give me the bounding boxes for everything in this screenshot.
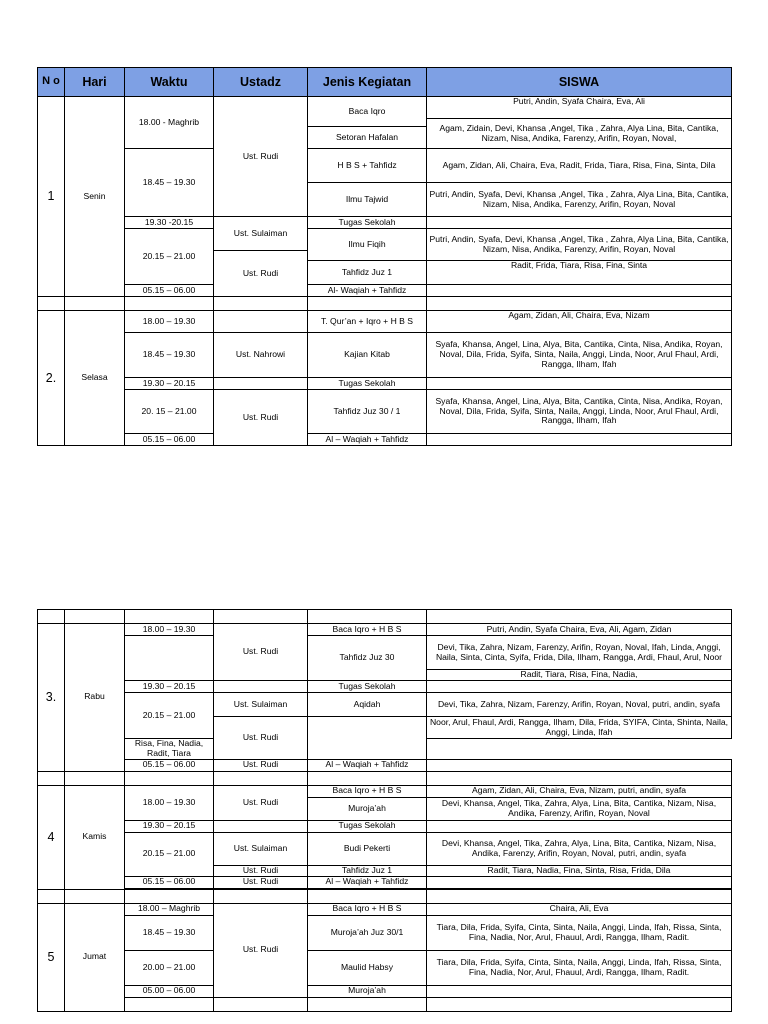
empty-cell <box>214 820 308 832</box>
activity-cell: Al – Waqiah + Tahfidz <box>308 759 427 771</box>
header-hari: Hari <box>65 68 125 97</box>
activity-cell: Aqidah <box>308 693 427 717</box>
empty-cell <box>427 217 732 229</box>
time-cell: 05.15 – 06.00 <box>125 285 214 297</box>
header-ustadz: Ustadz <box>214 68 308 97</box>
activity-cell: Tahfidz Juz 1 <box>308 261 427 285</box>
time-cell: 19.30 – 20.15 <box>125 378 214 390</box>
students-cell: Radit, Tiara, Nadia, Fina, Sinta, Risa, Frida, Dila <box>427 865 732 876</box>
spacer-row <box>38 771 732 785</box>
activity-cell: Budi Pekerti <box>308 832 427 865</box>
activity-cell: Baca Iqro + H B S <box>308 903 427 915</box>
activity-cell: Muroja’ah Juz 30/1 <box>308 915 427 950</box>
empty-cell <box>427 820 732 832</box>
table-row <box>38 217 732 229</box>
table-row <box>38 950 732 985</box>
spacer-row <box>38 297 732 311</box>
table-row <box>38 229 732 251</box>
students-cell: Agam, Zidan, Ali, Chaira, Eva, Nizam <box>427 311 732 333</box>
time-cell: 18.00 - Maghrib <box>125 97 214 149</box>
students-cell: Agam, Zidan, Ali, Chaira, Eva, Nizam, putri, andin, syafa <box>427 785 732 797</box>
teacher-cell: Ust. Sulaiman <box>214 693 308 717</box>
students-cell: Noor, Arul, Fhaul, Ardi, Rangga, Ilham, Dila, Frida, SYIFA, Cinta, Shinta, Naila, Anggi, Linda, Ifah <box>427 717 732 739</box>
empty-cell <box>427 876 732 888</box>
day-name: Kamis <box>65 785 125 889</box>
table-row <box>38 820 732 832</box>
table-row <box>38 759 732 771</box>
day-name: Senin <box>65 97 125 297</box>
teacher-cell: Ust. Rudi <box>214 717 308 760</box>
empty-cell <box>427 285 732 297</box>
activity-cell: T. Qur’an + Iqro + H B S <box>308 311 427 333</box>
teacher-cell: Ust. Rudi <box>214 759 308 771</box>
students-cell: Radit, Frida, Tiara, Risa, Fina, Sinta <box>427 261 732 285</box>
activity-cell: Tugas Sekolah <box>308 217 427 229</box>
activity-cell: Tahfidz Juz 1 <box>308 865 427 876</box>
students-cell: Tiara, Dila, Frida, Syifa, Cinta, Sinta, Naila, Anggi, Linda, Ifah, Rissa, Sinta, Fina, Nadia, Nor, Arul, Fhauul, Ardi, Rangga, Ilham, Radit. <box>427 915 732 950</box>
table-row <box>38 378 732 390</box>
students-cell: Radit, Tiara, Risa, Fina, Nadia, <box>427 670 732 681</box>
time-cell: 20. 15 – 21.00 <box>125 390 214 434</box>
activity-cell: Al – Waqiah + Tahfidz <box>308 876 427 888</box>
activity-cell: Tahfidz Juz 30 / 1 <box>308 390 427 434</box>
header-siswa: SISWA <box>427 68 732 97</box>
table-row <box>38 903 732 915</box>
header-kegiatan: Jenis Kegiatan <box>308 68 427 97</box>
activity-cell: Tugas Sekolah <box>308 378 427 390</box>
students-cell: Devi, Tika, Zahra, Nizam, Farenzy, Arifin, Royan, Noval, Ifah, Linda, Anggi, Naila, Sinta, Cinta, Syifa, Frida, Dila, Ilham, Rangga, Ardi, Fhaul, Arul, Noor <box>427 636 732 670</box>
students-cell: Agam, Zidan, Ali, Chaira, Eva, Radit, Frida, Tiara, Risa, Fina, Sinta, Dila <box>427 149 732 183</box>
time-cell: 18.00 – 19.30 <box>125 311 214 333</box>
day-name: Jumat <box>65 903 125 1011</box>
spacer-row <box>38 610 732 624</box>
activity-cell: Al – Waqiah + Tahfidz <box>308 434 427 446</box>
table-row <box>38 636 732 670</box>
time-cell: 19.30 – 20.15 <box>125 820 214 832</box>
activity-cell: Tugas Sekolah <box>308 820 427 832</box>
teacher-cell: Ust. Rudi <box>214 624 308 681</box>
time-cell: 19.30 – 20.15 <box>125 681 214 693</box>
header-waktu: Waktu <box>125 68 214 97</box>
time-cell: 18.45 – 19.30 <box>125 915 214 950</box>
empty-cell <box>427 434 732 446</box>
table-row <box>38 285 732 297</box>
students-cell: Tiara, Dila, Frida, Syifa, Cinta, Sinta, Naila, Anggi, Linda, Ifah, Rissa, Sinta, Fina, Nadia, Nor, Arul, Fhauul, Ardi, Rangga, Ilham, Radit. <box>427 950 732 985</box>
activity-cell: Muroja’ah <box>308 985 427 997</box>
students-cell: Devi, Tika, Zahra, Nizam, Farenzy, Arifin, Royan, Noval, putri, andin, syafa <box>427 693 732 717</box>
table-row <box>38 985 732 997</box>
activity-cell: Tugas Sekolah <box>308 681 427 693</box>
activity-cell: Setoran Hafalan <box>308 127 427 149</box>
table-row <box>38 915 732 950</box>
table-row <box>38 434 732 446</box>
day-name: Selasa <box>65 311 125 446</box>
activity-cell: Kajian Kitab <box>308 333 427 378</box>
table-row <box>38 624 732 636</box>
table-row <box>38 149 732 183</box>
empty-cell <box>427 985 732 997</box>
empty-cell <box>427 378 732 390</box>
students-cell: Chaira, Ali, Eva <box>427 903 732 915</box>
table-row <box>38 785 732 797</box>
students-cell: Risa, Fina, Nadia, Radit, Tiara <box>125 739 214 760</box>
teacher-cell: Ust. Rudi <box>214 390 308 446</box>
day-number: 5 <box>38 903 65 1011</box>
time-cell: 18.45 – 19.30 <box>125 333 214 378</box>
empty-cell <box>125 636 214 681</box>
table-row <box>38 693 732 717</box>
activity-cell: H B S + Tahfidz <box>308 149 427 183</box>
teacher-cell: Ust. Nahrowi <box>214 333 308 378</box>
day-number: 1 <box>38 97 65 297</box>
empty-cell <box>214 681 308 693</box>
teacher-cell: Ust. Sulaiman <box>214 832 308 865</box>
time-cell: 18.45 – 19.30 <box>125 149 214 217</box>
time-cell: 05.00 – 06.00 <box>125 985 214 997</box>
teacher-cell: Ust. Rudi <box>214 97 308 217</box>
schedule-table-2 <box>37 609 732 1012</box>
empty-cell <box>214 311 308 333</box>
activity-cell: Al- Waqiah + Tahfidz <box>308 285 427 297</box>
empty-cell <box>214 378 308 390</box>
time-cell: 20.00 – 21.00 <box>125 950 214 985</box>
day-name: Rabu <box>65 624 125 772</box>
activity-cell: Tahfidz Juz 30 <box>308 636 427 681</box>
schedule-table-1 <box>37 67 732 446</box>
time-cell: 18.00 – Maghrib <box>125 903 214 915</box>
empty-cell <box>125 997 214 1011</box>
table-row <box>38 333 732 378</box>
table-row <box>38 681 732 693</box>
teacher-cell: Ust. Rudi <box>214 903 308 997</box>
table-row <box>38 311 732 333</box>
activity-cell: Baca Iqro <box>308 97 427 127</box>
teacher-cell: Ust. Rudi <box>214 785 308 820</box>
students-cell: Devi, Khansa, Angel, Tika, Zahra, Alya, Lina, Bita, Cantika, Nizam, Nisa, Andika, Farenzy, Arifin, Royan, Noval <box>427 797 732 820</box>
teacher-cell: Ust. Rudi <box>214 865 308 876</box>
table-row <box>38 390 732 434</box>
teacher-cell: Ust. Rudi <box>214 251 308 297</box>
time-cell: 20.15 – 21.00 <box>125 693 214 739</box>
time-cell: 20.15 – 21.00 <box>125 832 214 876</box>
empty-cell <box>427 759 732 771</box>
table-row <box>38 97 732 119</box>
table-row <box>38 832 732 865</box>
activity-cell: Baca Iqro + H B S <box>308 624 427 636</box>
spacer-row <box>38 889 732 903</box>
time-cell: 18.00 – 19.30 <box>125 785 214 820</box>
empty-cell <box>214 997 308 1011</box>
header-no: N o <box>38 68 65 97</box>
activity-cell: Ilmu Tajwid <box>308 183 427 217</box>
time-cell: 05.15 – 06.00 <box>125 759 214 771</box>
day-number: 3. <box>38 624 65 772</box>
time-cell: 18.00 – 19.30 <box>125 624 214 636</box>
empty-cell <box>427 681 732 693</box>
table-row <box>38 876 732 888</box>
students-cell: Agam, Zidain, Devi, Khansa ,Angel, Tika , Zahra, Alya Lina, Bita, Cantika, Nizam, Nisa, Andika, Farenzy, Arifin, Royan, Noval, <box>427 119 732 149</box>
students-cell: Putri, Andin, Syafa, Devi, Khansa ,Angel, Tika , Zahra, Alya Lina, Bita, Cantika, Nizam, Nisa, Andika, Farenzy, Arifin, Royan, Noval <box>427 183 732 217</box>
teacher-cell: Ust. Rudi <box>214 876 308 888</box>
students-cell: Putri, Andin, Syafa Chaira, Eva, Ali, Agam, Zidan <box>427 624 732 636</box>
header-row <box>38 68 732 97</box>
teacher-cell: Ust. Sulaiman <box>214 217 308 251</box>
students-cell: Syafa, Khansa, Angel, Lina, Alya, Bita, Cantika, Cinta, Nisa, Andika, Royan, Noval, Dila, Frida, Syifa, Sinta, Naila, Anggi, Linda, Noor, Arul Fhaul, Ardi, Rangga, Ilham, Ifah <box>427 390 732 434</box>
time-cell: 05.15 – 06.00 <box>125 434 214 446</box>
students-cell: Putri, Andin, Syafa, Devi, Khansa ,Angel, Tika , Zahra, Alya Lina, Bita, Cantika, Nizam, Nisa, Andika, Farenzy, Arifin, Royan, Noval <box>427 229 732 261</box>
empty-cell <box>308 997 427 1011</box>
students-cell: Syafa, Khansa, Angel, Lina, Alya, Bita, Cantika, Cinta, Nisa, Andika, Royan, Noval, Dila, Frida, Syifa, Sinta, Naila, Anggi, Linda, Noor, Arul Fhaul, Ardi, Rangga, Ilham, Ifah <box>427 333 732 378</box>
time-cell: 05.15 – 06.00 <box>125 876 214 888</box>
activity-cell: Ilmu Fiqih <box>308 229 427 261</box>
table-row <box>38 997 732 1011</box>
activity-cell: Muroja’ah <box>308 797 427 820</box>
students-cell: Devi, Khansa, Angel, Tika, Zahra, Alya, Lina, Bita, Cantika, Nizam, Nisa, Andika, Farenzy, Arifin, Royan, Noval, putri, andin, syafa <box>427 832 732 865</box>
activity-cell: Baca Iqro + H B S <box>308 785 427 797</box>
day-number: 2. <box>38 311 65 446</box>
students-cell: Putri, Andin, Syafa Chaira, Eva, Ali <box>427 97 732 119</box>
day-number: 4 <box>38 785 65 889</box>
time-cell: 20.15 – 21.00 <box>125 229 214 285</box>
empty-cell <box>308 717 427 760</box>
time-cell: 19.30 -20.15 <box>125 217 214 229</box>
empty-cell <box>427 997 732 1011</box>
activity-cell: Maulid Habsy <box>308 950 427 985</box>
